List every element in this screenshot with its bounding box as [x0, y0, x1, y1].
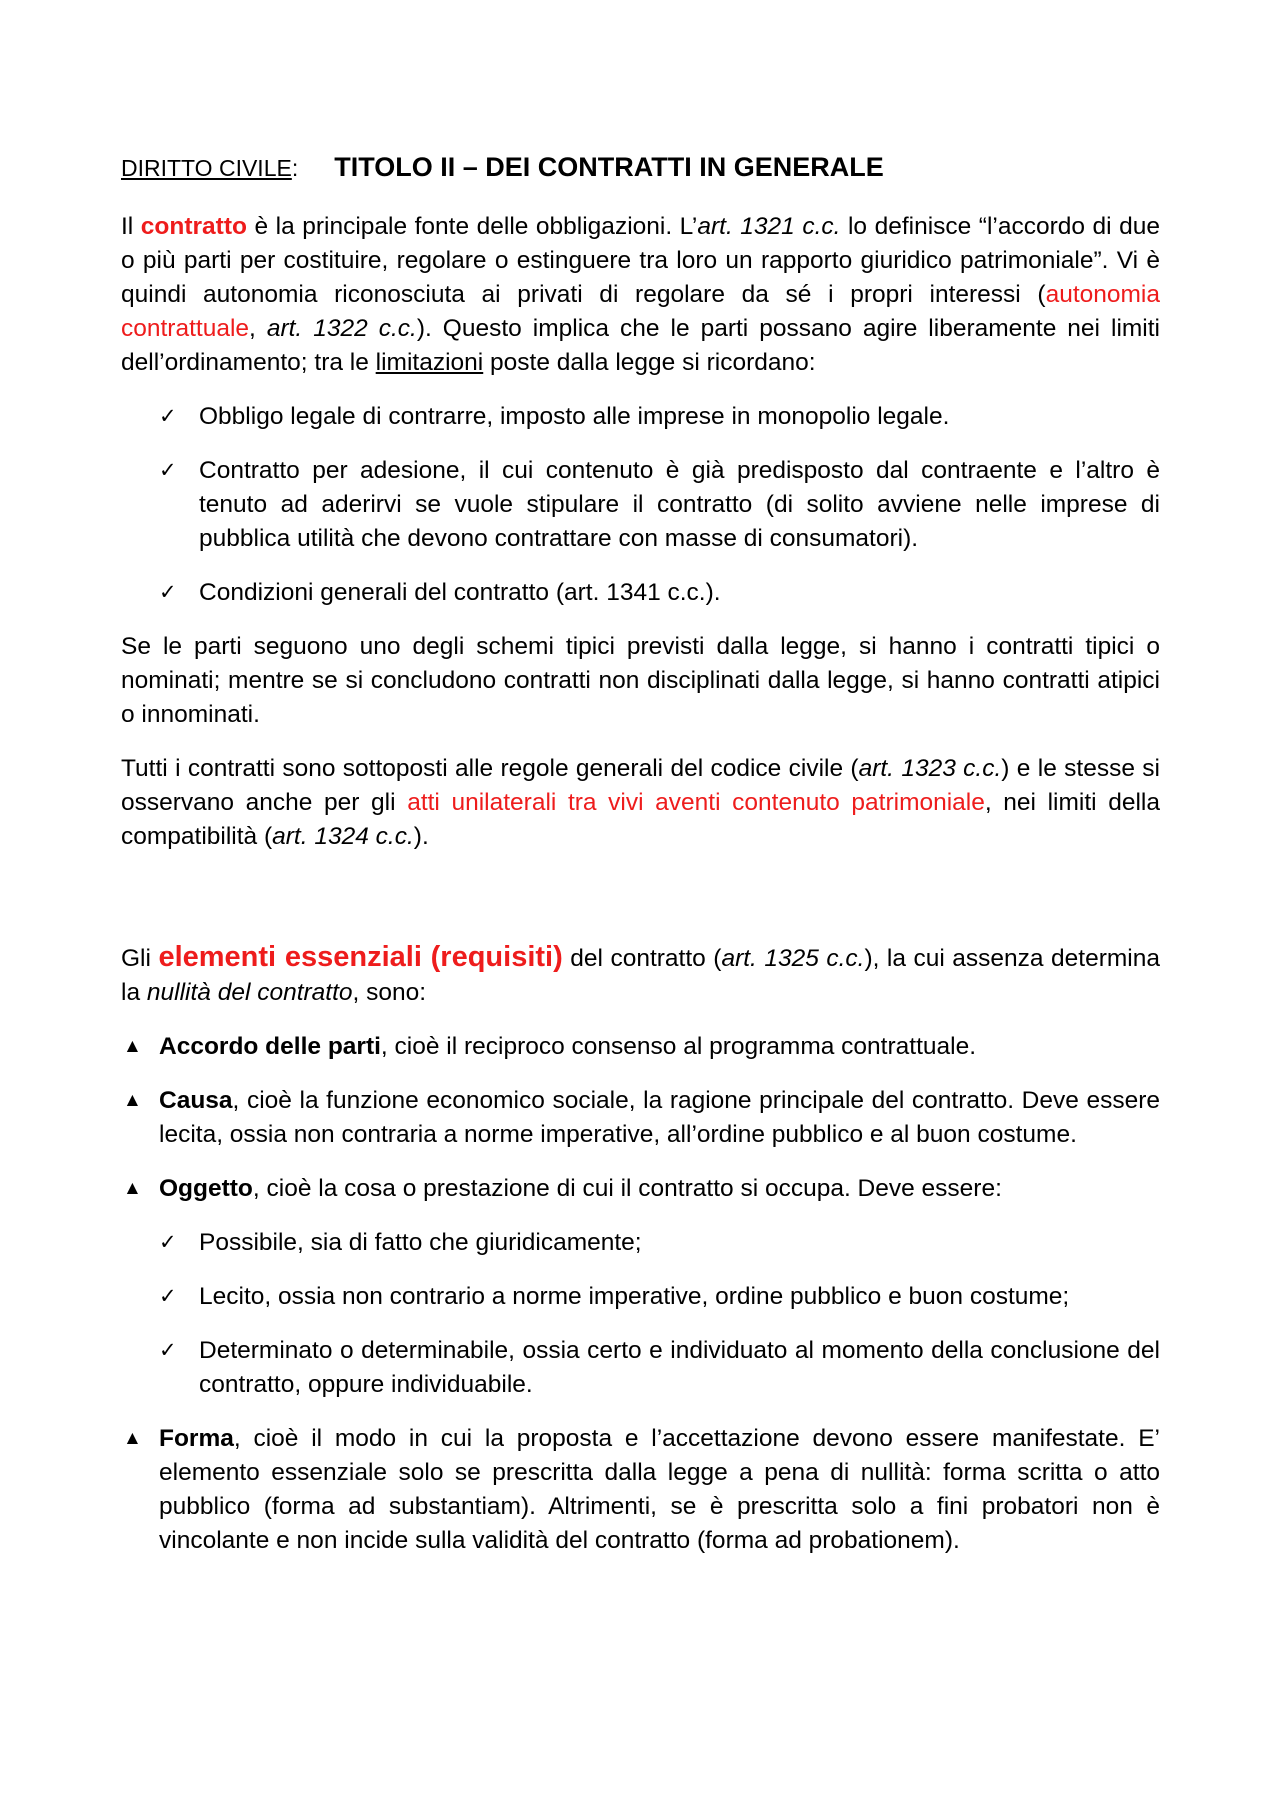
term-limitazioni: limitazioni: [375, 349, 484, 376]
triangle-icon: ▲: [123, 1090, 142, 1111]
intro-paragraph: Il contratto è la principale fonte delle obbligazioni. L’art. 1321 c.c. lo definisce “l’accordo di due o più parti per costituire, regolare o estinguere tra loro un rapporto giuridico patrimoniale”. Vi è quindi autonomia riconosciuta ai privati di regolare da sé i propri interessi (autonomia contrattuale, art. 1322 c.c.). Questo implica che le parti possano agire liberamente nei limiti dell’ordinamento; tra le limitazioni poste dalla legge si ricordano:: [121, 213, 1160, 376]
list-item: ✓ Condizioni generali del contratto (art. 1341 c.c.).: [121, 576, 1160, 610]
list-item: ✓ Obbligo legale di contrarre, imposto alle imprese in monopolio legale.: [121, 400, 1160, 434]
list-item: ✓ Possibile, sia di fatto che giuridicamente;: [121, 1226, 1160, 1260]
term-atti-unilaterali: atti unilaterali tra vivi aventi contenuto patrimoniale: [407, 789, 985, 816]
check-icon: ✓: [159, 1285, 177, 1308]
ref-art-1323: art. 1323 c.c.: [858, 755, 1002, 782]
element-causa: ▲ Causa, cioè la funzione economico sociale, la ragione principale del contratto. Deve essere lecita, ossia non contraria a norme imperative, all’ordine pubblico e al buon costume.: [121, 1084, 1160, 1152]
element-accordo: ▲ Accordo delle parti, cioè il reciproco consenso al programma contrattuale.: [121, 1030, 1160, 1064]
triangle-icon: ▲: [123, 1178, 142, 1199]
check-icon: ✓: [159, 1231, 177, 1254]
typical-contracts-paragraph: Se le parti seguono uno degli schemi tipici previsti dalla legge, si hanno i contratti tipici o nominati; mentre se si concludono contratti non disciplinati dalla legge, si hanno contratti atipici o innominati.: [121, 633, 1160, 728]
check-icon: ✓: [159, 405, 177, 428]
subject-label: DIRITTO CIVILE:: [121, 155, 299, 181]
check-icon: ✓: [159, 1339, 177, 1362]
term-autonomia-contrattuale: autonomia contrattuale: [121, 281, 1160, 342]
element-oggetto: ▲ Oggetto, cioè la cosa o prestazione di cui il contratto si occupa. Deve essere:: [121, 1172, 1160, 1206]
triangle-icon: ▲: [123, 1036, 142, 1057]
list-item: ✓ Contratto per adesione, il cui contenuto è già predisposto dal contraente e l’altro è tenuto ad aderirvi se vuole stipulare il contratto (di solito avviene nelle imprese di pubblica utilità che devono contrattare con masse di consumatori).: [121, 454, 1160, 556]
list-item: ✓ Determinato o determinabile, ossia certo e individuato al momento della conclusione del contratto, oppure individuabile.: [121, 1334, 1160, 1402]
ref-art-1321: art. 1321 c.c.: [697, 213, 841, 240]
term-contratto: contratto: [140, 213, 247, 240]
element-forma: ▲ Forma, cioè il modo in cui la proposta e l’accettazione devono essere manifestate. E’ elemento essenziale solo se prescritta dalla legge a pena di nullità: forma scritta o atto pubblico (forma ad substantiam). Altrimenti, se è prescritta solo a fini probatori non è vincolante e non incide sulla validità del contratto (forma ad probationem).: [121, 1422, 1160, 1558]
check-icon: ✓: [159, 459, 177, 482]
document-title: TITOLO II – DEI CONTRATTI IN GENERALE: [334, 152, 884, 182]
ref-art-1324: art. 1324 c.c.: [272, 823, 414, 850]
triangle-icon: ▲: [123, 1428, 142, 1449]
term-nullita: nullità del contratto: [146, 979, 353, 1006]
ref-art-1325: art. 1325 c.c.: [721, 945, 865, 972]
document-header: [121, 150, 1160, 188]
elements-intro-paragraph: Gli elementi essenziali (requisiti) del contratto (art. 1325 c.c.), la cui assenza determina la nullità del contratto, sono:: [121, 941, 1160, 1006]
check-icon: ✓: [159, 581, 177, 604]
list-item: ✓ Lecito, ossia non contrario a norme imperative, ordine pubblico e buon costume;: [121, 1280, 1160, 1314]
ref-art-1322: art. 1322 c.c.: [266, 315, 417, 342]
term-elementi-essenziali: elementi essenziali (requisiti): [158, 941, 563, 973]
general-rules-paragraph: Tutti i contratti sono sottoposti alle regole generali del codice civile (art. 1323 c.c.) e le stesse si osservano anche per gli atti unilaterali tra vivi aventi contenuto patrimoniale, nei limiti della compatibilità (art. 1324 c.c.).: [121, 755, 1161, 850]
